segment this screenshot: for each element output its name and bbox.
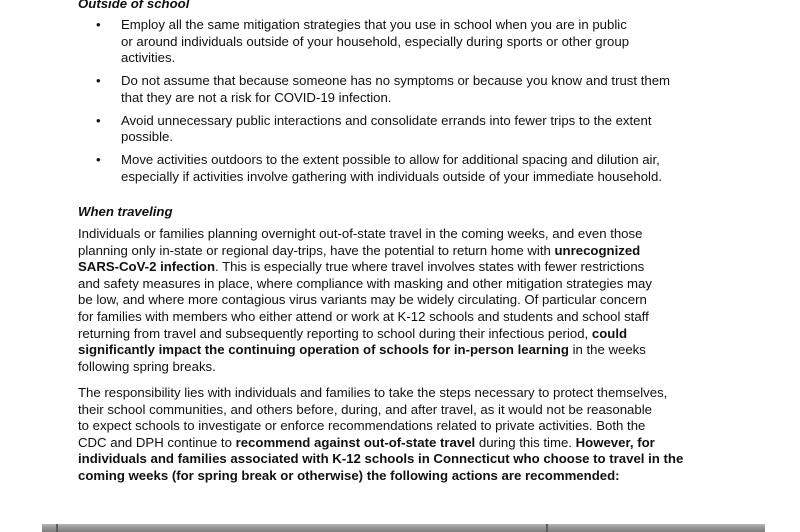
bullet-line: that they are not a risk for COVID-19 infection. (121, 89, 392, 105)
bullet-line: especially if activities involve gathering with individuals outside of your immediate household. (121, 168, 662, 184)
body-text: Individuals or families planning overnight out-of-state travel in the coming weeks, and even those (78, 226, 643, 241)
bullet-line: Do not assume that because someone has no symptoms or because you know and trust them (121, 73, 671, 89)
emphasis-text: significantly impact the continuing operation of schools for in-person learning (78, 342, 569, 358)
body-text: for families with members who either attend or work at K-12 schools and students and school staff (78, 308, 649, 324)
body-text: during this time. (475, 434, 576, 450)
emphasis-text: could (591, 325, 628, 341)
bullet-line: activities. (121, 50, 176, 66)
emphasis-text: unrecognized (554, 242, 641, 258)
travel-risk-paragraph (78, 226, 728, 375)
emphasis-text: However, for (575, 434, 655, 450)
body-text: in the weeks (568, 342, 646, 358)
page-bottom-edge-bar (42, 524, 765, 532)
emphasis-text: individuals and families associated with K-12 schools in Connecticut who choose to travel in the (78, 451, 684, 467)
emphasis-text: coming weeks (for spring break or otherwise) the following actions are recommended: (78, 467, 620, 483)
bullet-dot-icon: • (96, 73, 101, 89)
bullet-line: possible. (121, 129, 174, 145)
body-text: returning from travel and subsequently reporting to school during their infectious period, (78, 325, 592, 341)
bullet-line: or around individuals outside of your household, especially during sports or other group (121, 33, 630, 49)
bullet-dot-icon: • (96, 112, 101, 128)
body-text: their school communities, and others before, during, and after travel, as it would not be reasonable (78, 401, 652, 417)
bullet-dot-icon: • (96, 152, 101, 168)
body-text: to expect schools to investigate or enforce recommendations related to private activities. Both the (78, 418, 646, 434)
bullet-line: Employ all the same mitigation strategies that you use in school when you are in public (121, 17, 627, 32)
body-text: CDC and DPH continue to (78, 434, 236, 450)
section-heading-outside-of-school: Outside of school (78, 0, 190, 11)
page-bottom-edge-mark-right (546, 524, 548, 532)
body-text: . This is especially true where travel involves states with fewer restrictions (215, 259, 645, 275)
mitigation-bullet-list (0, 17, 800, 192)
travel-responsibility-paragraph (78, 385, 728, 485)
bullet-item (0, 17, 711, 67)
body-text: be low, and where more contagious virus variants may be widely circulating. Of particular concern (78, 292, 647, 308)
body-text: The responsibility lies with individuals and families to take the steps necessary to protect themselves, (78, 385, 668, 400)
body-text: and safety measures in place, where compliance with masking and other mitigation strategies may (78, 275, 652, 291)
page-bottom-edge-mark-left (56, 524, 58, 532)
emphasis-text: SARS-CoV-2 infection (78, 259, 216, 275)
emphasis-text: recommend against out-of-state travel (235, 434, 476, 450)
section-heading-when-traveling: When traveling (78, 204, 173, 219)
body-text: planning only in-state or regional day-trips, have the potential to return home with (78, 242, 555, 258)
bullet-item (0, 113, 711, 146)
bullet-item (0, 73, 711, 106)
bullet-line: Avoid unnecessary public interactions and consolidate errands into fewer trips to the extent (121, 112, 652, 128)
body-text: following spring breaks. (78, 358, 216, 374)
bullet-item (0, 152, 711, 185)
bullet-line: Move activities outdoors to the extent possible to allow for additional spacing and dilution air, (121, 152, 660, 168)
bullet-dot-icon: • (96, 17, 101, 32)
